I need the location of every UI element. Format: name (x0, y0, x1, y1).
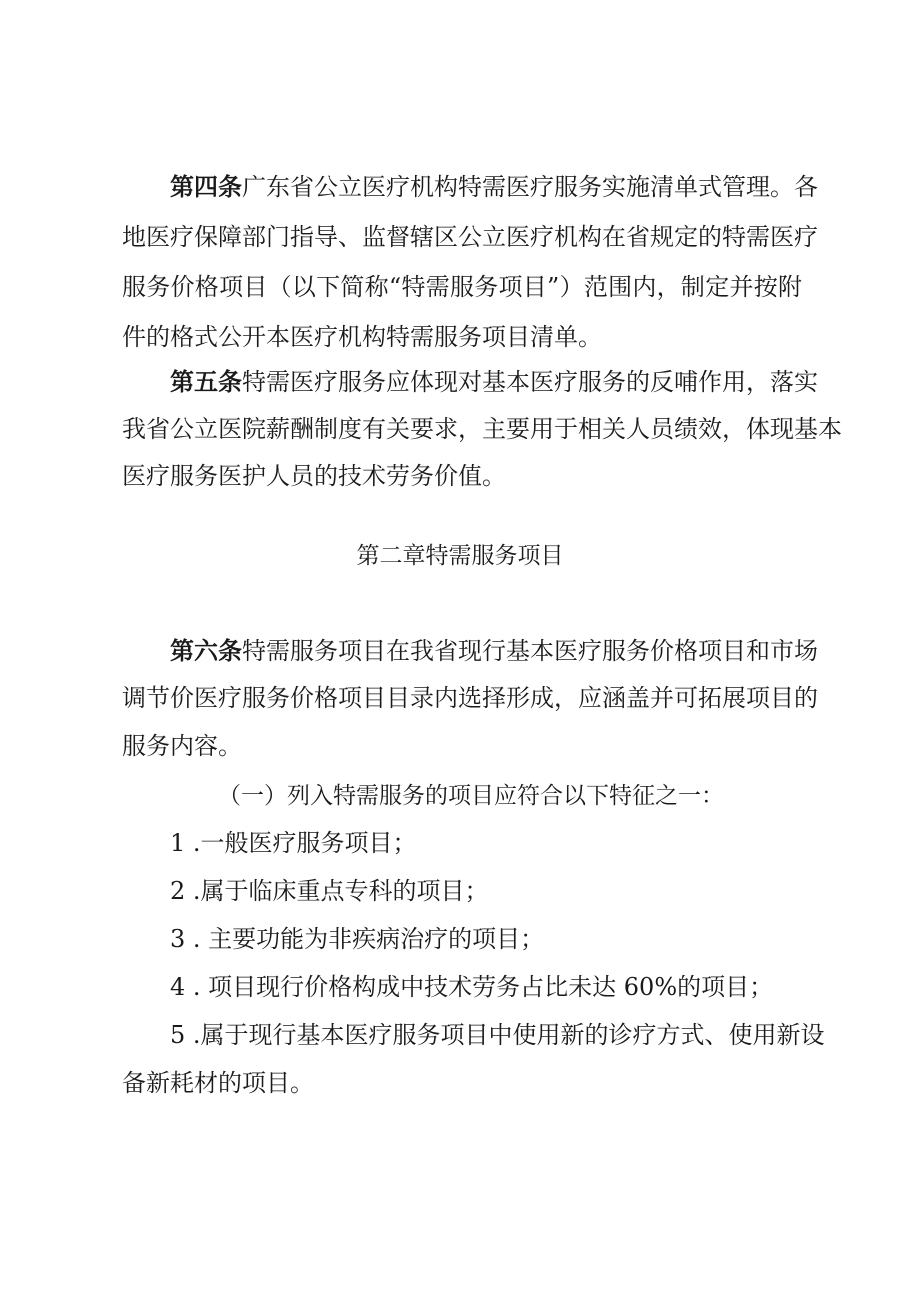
article6-line3: 服务内容。 (122, 732, 242, 760)
list-item: 1 .一般医疗服务项目； (170, 829, 417, 857)
article4-text1: 广东省公立医疗机构特需医疗服务实施清单式管理。各 (242, 173, 818, 201)
article6-text1: 特需服务项目在我省现行基本医疗服务价格项目和市场 (242, 637, 818, 665)
article4-label: 第四条 (170, 173, 242, 201)
article6-line1 (170, 636, 818, 666)
article4-line2: 地医疗保障部门指导、监督辖区公立医疗机构在省规定的特需医疗 (122, 223, 818, 251)
chapter-heading: 第二章特需服务项目 (356, 543, 564, 569)
article5-line1 (170, 367, 818, 397)
list-item: 5 .属于现行基本医疗服务项目中使用新的诊疗方式、使用新设 (170, 1021, 825, 1049)
article4-line1 (170, 172, 818, 202)
list-item: 2 .属于临床重点专科的项目； (170, 877, 489, 905)
article4-line4: 件的格式公开本医疗机构特需服务项目清单。 (122, 323, 602, 351)
clause1-heading: （一）列入特需服务的项目应符合以下特征之一： (218, 783, 724, 809)
article5-label: 第五条 (170, 368, 242, 396)
article5-text1: 特需医疗服务应体现对基本医疗服务的反哺作用，落实 (242, 368, 818, 396)
list-item-continued: 备新耗材的项目。 (122, 1069, 314, 1097)
article4-line3: 服务价格项目（以下简称“特需服务项目”）范围内，制定并按附 (122, 273, 802, 301)
list-item: 4 . 项目现行价格构成中技术劳务占比未达 60%的项目； (170, 973, 774, 1001)
article5-line3: 医疗服务医护人员的技术劳务价值。 (122, 462, 506, 490)
article6-label: 第六条 (170, 637, 242, 665)
article5-line2: 我省公立医院薪酬制度有关要求，主要用于相关人员绩效，体现基本 (122, 415, 842, 443)
article6-line2: 调节价医疗服务价格项目目录内选择形成，应涵盖并可拓展项目的 (122, 684, 818, 712)
list-item: 3 . 主要功能为非疾病治疗的项目； (170, 925, 545, 953)
